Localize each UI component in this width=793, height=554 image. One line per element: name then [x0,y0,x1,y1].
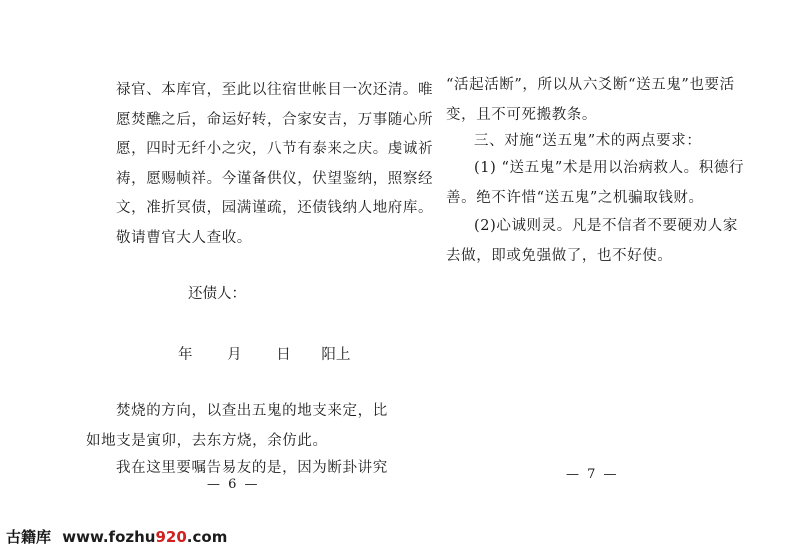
right-paragraph-4 [446,212,736,271]
text-line: 祷，愿赐帧祥。今谨备供仪，伏望鉴纳，照察经 [116,170,434,187]
watermark-url-suffix: .com [186,528,228,546]
text-line: 愿焚醮之后，命运好转，合家安吉，万事随心所 [116,111,434,128]
date-day: 日 [276,347,291,363]
text-line: 文，准折冥债，园满谨疏，还债钱纳人地府库。 [116,200,434,216]
text-line: 去做，即或免强做了，也不好使。 [446,247,673,264]
right-paragraph-1 [446,71,736,130]
left-paragraph-1 [116,76,434,253]
watermark-name: 古籍库 [6,528,52,546]
text-line: “活起活断”，所以从六爻断“送五鬼”也要活 [446,77,735,93]
right-paragraph-3 [446,154,745,213]
page-number: — 7 — [566,467,619,482]
text-line: 愿，四时无纤小之灾，八节有泰来之庆。虔诚祈 [116,141,434,157]
watermark-url-number: 920 [155,528,187,546]
text-line: 变，且不可死搬教条。 [446,106,597,123]
date-month: 月 [227,347,242,363]
text-line: 三、对施“送五鬼”术的两点要求： [474,133,702,149]
text-line: 敬请曹官大人查收。 [116,229,252,246]
text-line: 焚烧的方向，以查出五鬼的地支来定，比 [116,403,388,419]
date-year: 年 [178,347,193,363]
signature-label: 还债人： [188,286,246,302]
page-number: — 6 — [207,477,260,492]
site-watermark [6,526,227,547]
footer-bar [0,514,793,554]
text-line: 善。绝不许惜“送五鬼”之机骗取钱财。 [446,189,704,206]
left-page [0,0,434,500]
text-line: (1) “送五鬼”术是用以治病救人。积德行 [474,160,745,176]
text-line: (2)心诚则灵。凡是不信者不要硬劝人家 [474,218,738,234]
date-suffix: 阳上 [321,347,351,363]
text-line: 如地支是寅卯，去东方烧，余仿此。 [86,432,328,449]
text-line: 我在这里要嘱告易友的是，因为断卦讲究 [116,460,388,476]
right-paragraph-2 [446,127,736,157]
date-line [178,343,350,364]
text-line: 禄官、本库官，至此以往宿世帐目一次还清。唯 [116,82,434,98]
left-paragraph-2 [86,397,388,456]
right-page [396,0,793,500]
watermark-url-prefix: www.fozhu [62,528,156,546]
